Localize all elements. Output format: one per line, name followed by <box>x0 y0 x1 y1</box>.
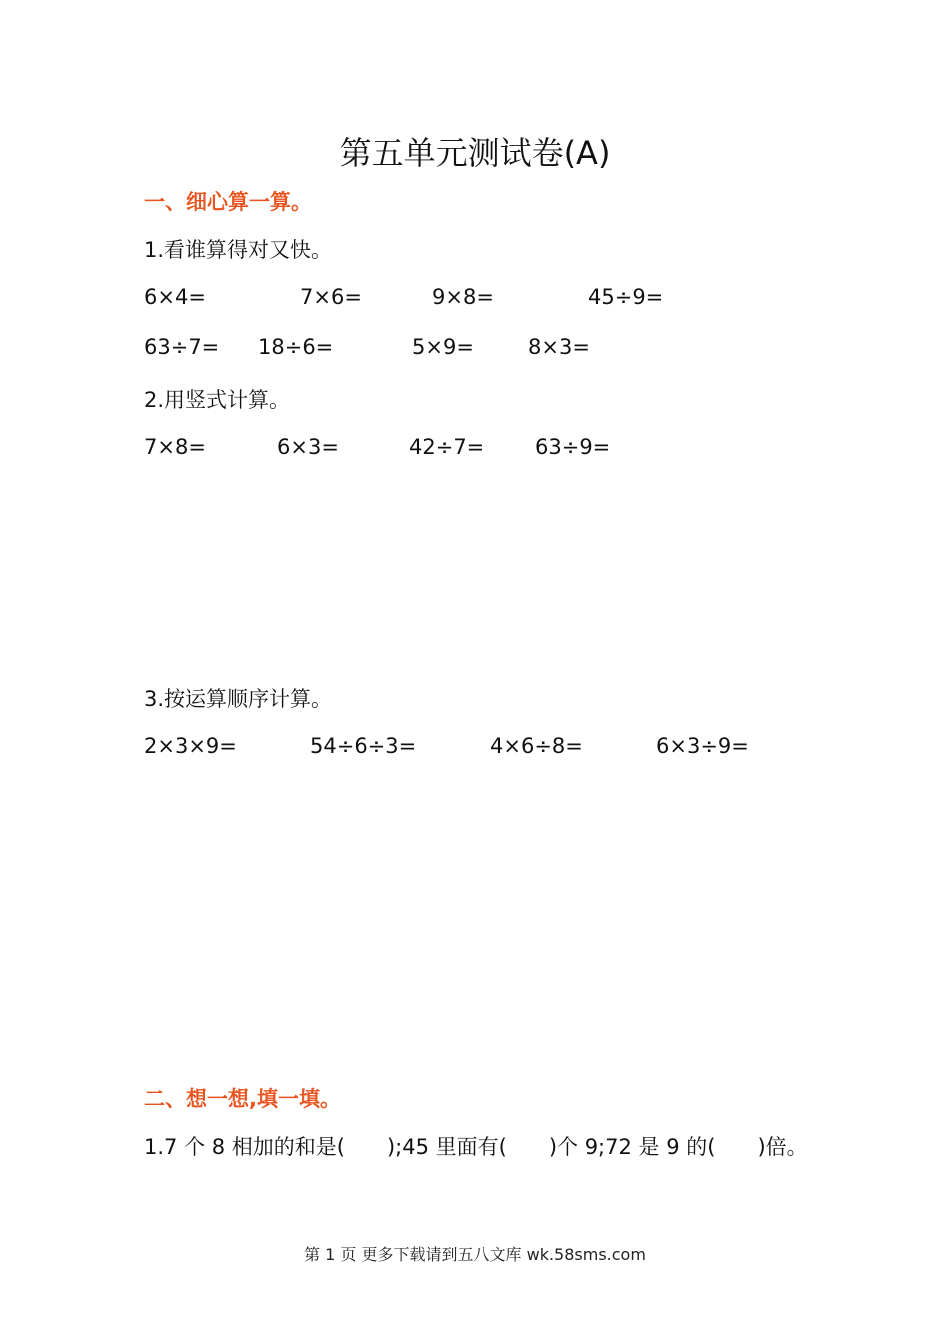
question-text: 用竖式计算。 <box>164 388 291 412</box>
expression: 4×6÷8= <box>490 734 583 758</box>
expression: 6×3= <box>277 435 339 459</box>
footer-page-prefix: 第 <box>304 1245 326 1264</box>
question-1-2-prompt <box>144 384 290 414</box>
page-footer <box>0 1242 950 1265</box>
expression: 6×3÷9= <box>656 734 749 758</box>
expression: 45÷9= <box>588 285 664 309</box>
expression: 2×3×9= <box>144 734 237 758</box>
section-1-heading: 一、细心算一算。 <box>144 190 312 214</box>
question-1-3-prompt <box>144 683 332 713</box>
question-number: 3. <box>144 687 165 711</box>
expression: 42÷7= <box>409 435 485 459</box>
expression: 54÷6÷3= <box>310 734 417 758</box>
question-number: 1. <box>144 238 165 262</box>
section-2-heading: 二、想一想,填一填。 <box>144 1087 341 1111</box>
footer-page-suffix: 页 更多下载请到五八文库 <box>335 1245 527 1264</box>
page-title: 第五单元测试卷(A) <box>339 134 611 172</box>
question-number: 2. <box>144 388 165 412</box>
question-text: 看谁算得对又快。 <box>164 238 333 262</box>
expression: 9×8= <box>432 285 494 309</box>
expression: 63÷7= <box>144 335 220 359</box>
expression: 63÷9= <box>535 435 611 459</box>
footer-site-link[interactable]: wk.58sms.com <box>526 1245 646 1264</box>
expression: 8×3= <box>528 335 590 359</box>
question-text: 按运算顺序计算。 <box>164 687 333 711</box>
expression: 7×8= <box>144 435 206 459</box>
expression: 5×9= <box>412 335 474 359</box>
footer-page-number: 1 <box>325 1245 336 1264</box>
fill-in-question-2-1: 1.7 个 8 相加的和是( );45 里面有( )个 9;72 是 9 的( )倍。 <box>144 1135 808 1159</box>
expression: 18÷6= <box>258 335 334 359</box>
question-1-1-prompt <box>144 234 332 264</box>
expression: 7×6= <box>300 285 362 309</box>
expression: 6×4= <box>144 285 206 309</box>
